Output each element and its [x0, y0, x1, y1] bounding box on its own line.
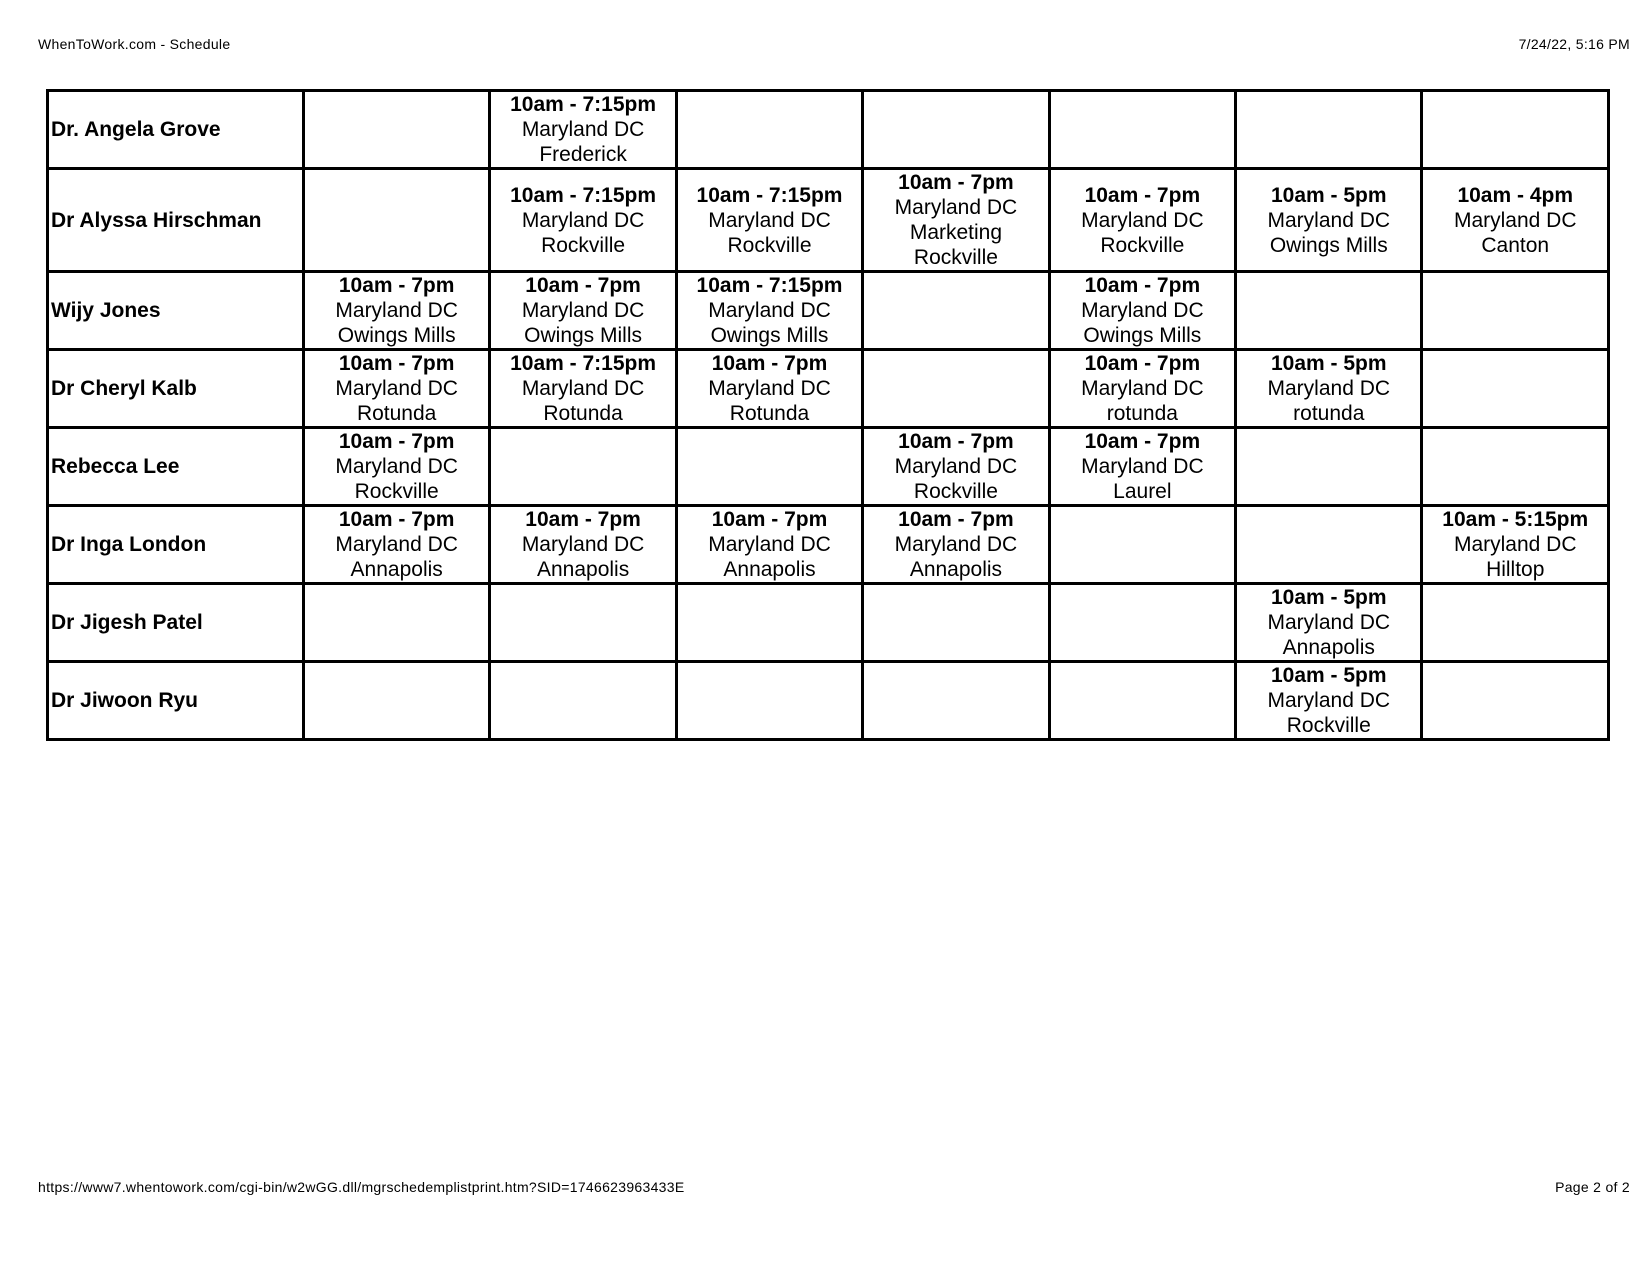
shift-cell [303, 350, 489, 428]
shift-location: Maryland DC [335, 377, 458, 400]
shift-location: Maryland DC [335, 533, 458, 556]
shift-cell [1236, 169, 1422, 272]
shift-time: 10am - 7:15pm [510, 183, 657, 207]
shift-location: rotunda [1293, 402, 1365, 425]
shift-location: Maryland DC [1081, 455, 1204, 478]
shift-cell [1422, 662, 1609, 740]
shift-cell [490, 169, 676, 272]
shift-cell [1236, 662, 1422, 740]
shift-location: Maryland DC [894, 533, 1018, 556]
shift-time: 10am - 7pm [898, 171, 1014, 194]
shift-cell [303, 506, 489, 584]
shift-cell [1422, 584, 1609, 662]
shift-cell [676, 584, 862, 662]
schedule-body [48, 91, 1609, 740]
shift-cell [676, 428, 862, 506]
employee-name: Dr Cheryl Kalb [48, 350, 304, 428]
shift-location: Owings Mills [337, 324, 456, 347]
shift-location: Marketing [909, 221, 1003, 244]
shift-location: Maryland DC [335, 299, 458, 322]
shift-location: Laurel [1113, 480, 1172, 503]
shift-cell [1049, 169, 1235, 272]
shift-time: 10am - 7pm [711, 352, 828, 375]
shift-time: 10am - 7pm [338, 430, 455, 453]
shift-cell [863, 169, 1049, 272]
shift-location: Rotunda [356, 402, 437, 425]
shift-time: 10am - 5pm [1270, 183, 1387, 207]
shift-location: Rockville [1100, 233, 1185, 257]
shift-cell [1049, 428, 1235, 506]
shift-location: Hilltop [1486, 558, 1545, 581]
shift-cell [1236, 272, 1422, 350]
shift-location: Owings Mills [1269, 233, 1388, 257]
shift-location: Maryland DC [521, 299, 645, 322]
schedule-row [48, 506, 1609, 584]
shift-location: Maryland DC [521, 377, 645, 400]
shift-time: 10am - 7pm [338, 352, 455, 375]
shift-cell [1049, 662, 1235, 740]
employee-name: Rebecca Lee [48, 428, 304, 506]
shift-location: Maryland DC [708, 208, 831, 232]
shift-time: 10am - 5pm [1270, 664, 1387, 687]
shift-time: 10am - 7pm [338, 508, 455, 531]
shift-time: 10am - 7pm [525, 508, 641, 531]
shift-cell [1422, 91, 1609, 169]
schedule-row [48, 428, 1609, 506]
shift-location: Maryland DC [1081, 208, 1204, 232]
shift-cell [1049, 506, 1235, 584]
shift-location: Maryland DC [1267, 689, 1391, 712]
shift-cell [1236, 506, 1422, 584]
shift-location: Maryland DC [1267, 208, 1391, 232]
shift-cell [1049, 91, 1235, 169]
shift-location: Rotunda [543, 402, 623, 425]
shift-location: Rockville [541, 233, 626, 257]
shift-location: Maryland DC [1081, 299, 1204, 322]
shift-time: 10am - 7pm [338, 274, 455, 297]
shift-cell [863, 272, 1049, 350]
shift-location: Owings Mills [1083, 324, 1202, 347]
employee-name: Dr Jigesh Patel [48, 584, 304, 662]
schedule-row [48, 350, 1609, 428]
shift-location: Maryland DC [521, 118, 645, 141]
shift-cell [303, 662, 489, 740]
shift-location: Maryland DC [521, 533, 645, 556]
shift-time: 10am - 5:15pm [1442, 508, 1589, 531]
shift-location: Maryland DC [894, 196, 1018, 219]
schedule-row [48, 662, 1609, 740]
shift-location: Maryland DC [335, 455, 458, 478]
schedule-row [48, 169, 1609, 272]
shift-location: Annapolis [350, 558, 443, 581]
shift-time: 10am - 7:15pm [696, 183, 843, 207]
shift-time: 10am - 7pm [1084, 352, 1201, 375]
shift-cell [303, 584, 489, 662]
shift-time: 10am - 7pm [1084, 430, 1201, 453]
shift-location: Canton [1481, 233, 1550, 257]
shift-cell [303, 91, 489, 169]
shift-cell [863, 662, 1049, 740]
shift-location: Rockville [727, 233, 812, 257]
shift-cell [1236, 428, 1422, 506]
shift-location: rotunda [1106, 402, 1178, 425]
shift-time: 10am - 5pm [1270, 352, 1387, 375]
shift-cell [1049, 350, 1235, 428]
page-footer-page-number: Page 2 of 2 [1555, 1179, 1630, 1195]
schedule-table [46, 89, 1610, 741]
shift-cell [303, 428, 489, 506]
shift-location: Maryland DC [1453, 533, 1577, 556]
shift-cell [676, 662, 862, 740]
employee-name: Dr. Angela Grove [48, 91, 304, 169]
shift-time: 10am - 7pm [898, 508, 1014, 531]
shift-cell [490, 662, 676, 740]
shift-location: Maryland DC [1267, 377, 1391, 400]
shift-time: 10am - 7pm [711, 508, 828, 531]
shift-cell [1236, 91, 1422, 169]
shift-cell [1422, 169, 1609, 272]
shift-cell [303, 272, 489, 350]
shift-cell [490, 91, 676, 169]
shift-time: 10am - 7pm [898, 430, 1014, 453]
shift-location: Owings Mills [710, 324, 829, 347]
shift-cell [863, 584, 1049, 662]
shift-time: 10am - 7:15pm [510, 93, 657, 116]
shift-location: Frederick [539, 143, 627, 166]
employee-name: Dr Inga London [48, 506, 304, 584]
shift-cell [490, 272, 676, 350]
shift-time: 10am - 5pm [1270, 586, 1387, 609]
shift-location: Rockville [913, 480, 998, 503]
employee-name: Wijy Jones [48, 272, 304, 350]
shift-cell [1422, 506, 1609, 584]
shift-cell [490, 584, 676, 662]
shift-location: Rotunda [729, 402, 810, 425]
shift-location: Maryland DC [708, 533, 831, 556]
shift-cell [676, 91, 862, 169]
shift-cell [1236, 584, 1422, 662]
shift-cell [1236, 350, 1422, 428]
shift-cell [676, 506, 862, 584]
shift-cell [1049, 584, 1235, 662]
shift-cell [1422, 272, 1609, 350]
page-header-datetime: 7/24/22, 5:16 PM [1518, 36, 1630, 52]
shift-cell [490, 350, 676, 428]
shift-location: Maryland DC [708, 299, 831, 322]
shift-cell [303, 169, 489, 272]
schedule-row [48, 91, 1609, 169]
page-footer-url: https://www7.whentowork.com/cgi-bin/w2wGG.dll/mgrschedemplistprint.htm?SID=1746623963433E [38, 1179, 685, 1195]
shift-cell [1049, 272, 1235, 350]
shift-cell [676, 272, 862, 350]
shift-location: Annapolis [909, 558, 1003, 581]
shift-location: Annapolis [723, 558, 816, 581]
shift-location: Maryland DC [1081, 377, 1204, 400]
shift-cell [490, 428, 676, 506]
shift-time: 10am - 7pm [1084, 274, 1201, 297]
shift-cell [863, 91, 1049, 169]
schedule-row [48, 272, 1609, 350]
page-header-title: WhenToWork.com - Schedule [38, 36, 231, 52]
shift-cell [863, 350, 1049, 428]
shift-cell [490, 506, 676, 584]
shift-location: Owings Mills [524, 324, 643, 347]
schedule-row [48, 584, 1609, 662]
shift-location: Rockville [1286, 714, 1371, 737]
shift-time: 10am - 7pm [1084, 183, 1201, 207]
shift-location: Annapolis [1282, 636, 1375, 659]
shift-time: 10am - 7:15pm [696, 274, 843, 297]
shift-location: Maryland DC [894, 455, 1018, 478]
shift-location: Maryland DC [1453, 208, 1577, 232]
shift-time: 10am - 7:15pm [510, 352, 657, 375]
shift-location: Maryland DC [521, 208, 645, 232]
shift-location: Maryland DC [1267, 611, 1391, 634]
shift-location: Annapolis [536, 558, 630, 581]
employee-name: Dr Jiwoon Ryu [48, 662, 304, 740]
shift-cell [863, 428, 1049, 506]
shift-location: Maryland DC [708, 377, 831, 400]
shift-cell [1422, 428, 1609, 506]
shift-cell [676, 350, 862, 428]
shift-cell [676, 169, 862, 272]
shift-location: Rockville [354, 480, 439, 503]
employee-name: Dr Alyssa Hirschman [48, 169, 304, 272]
shift-cell [1422, 350, 1609, 428]
shift-time: 10am - 4pm [1457, 183, 1574, 207]
shift-location: Rockville [913, 246, 998, 269]
shift-time: 10am - 7pm [525, 274, 641, 297]
shift-cell [863, 506, 1049, 584]
